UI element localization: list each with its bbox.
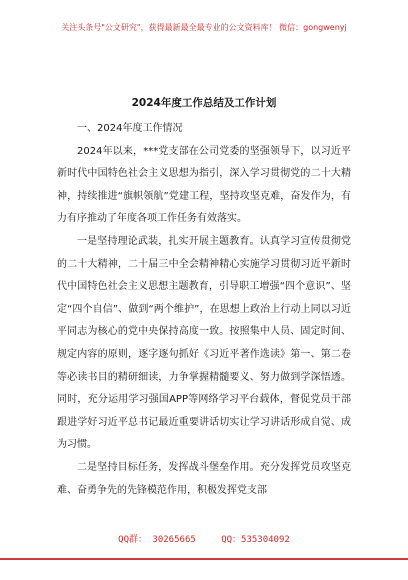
qq-contact-label: QQ：535304092: [221, 535, 290, 545]
qq-group-label: QQ群： 30265665: [118, 535, 196, 545]
footer-contacts: [0, 532, 408, 545]
paragraph-1: 2024年以来，***党支部在公司党委的坚强领导下，以习近平新时代中国特色社会主义思想为指引，深入学习贯彻党的二十大精神，持续推进“旗帜领航”党建工程，坚持攻坚克难，奋发作为，有力有序推动了年度各项工作任务有效落实。: [57, 145, 351, 225]
header-banner: 关注头条号"公文研究"，获得最新最全最专业的公文资料库！ 微信：gongwenyj: [61, 23, 347, 32]
document-title: 2024年度工作总结及工作计划: [131, 97, 277, 109]
document-body: [57, 118, 351, 502]
paragraph-2: 一是坚持理论武装，扎实开展主题教育。认真学习宣传贯彻党的二十大精神，二十届三中全会精神精心实施学习贯彻习近平新时代中国特色社会主义思想主题教育，引导职工增强“四个意识”、坚定“四个自信”、做到“两个维护”，在思想上政治上行动上同以习近平同志为核心的党中央保持高度一致。按照集中人员、固定时间、规定内容的原则，逐字逐句抓好《习近平著作选读》第一、第二卷等必读书目的精研细读，力争掌握精髓要义、努力做到学深悟透。同时，充分运用学习强国APP等网络学习平台载体，督促党员干部跟进学好习近平总书记最近重要讲话切实让学习讲话形成自觉、成为习惯。: [57, 235, 351, 451]
paragraph-3: 二是坚持目标任务，发挥战斗堡垒作用。充分发挥党员攻坚克难、奋勇争先的先锋模范作用，积极发挥党支部: [57, 461, 351, 496]
section-heading: 一、2024年度工作情况: [77, 123, 183, 134]
footer-divider: [0, 558, 408, 560]
